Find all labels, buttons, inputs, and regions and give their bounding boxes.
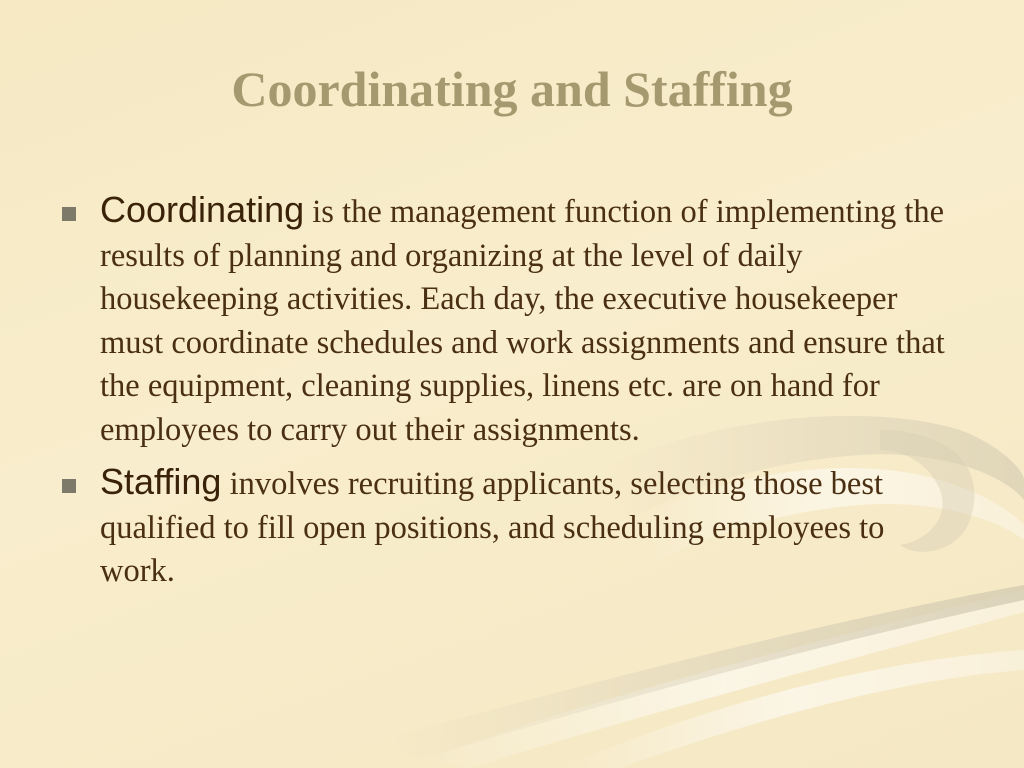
bullet-term: Staffing	[100, 461, 222, 502]
square-bullet-icon	[62, 207, 76, 221]
bullet-item-coordinating	[62, 188, 962, 452]
bullet-description: involves recruiting applicants, selecting those best qualified to fill open positions, and scheduling employees to work.	[100, 466, 885, 589]
bullet-item-staffing	[62, 460, 962, 594]
bullet-description: is the management function of implementing the results of planning and organizing at the level of daily housekeeping activities. Each day, the executive housekeeper must coordinate schedules and work assignments and ensure that the equipment, cleaning supplies, linens etc. are on hand for employees to carry out their assignments.	[100, 194, 945, 448]
bullet-text	[100, 188, 958, 452]
slide-title: Coordinating and Staffing	[231, 61, 793, 117]
square-bullet-icon	[62, 479, 76, 493]
bullet-text	[100, 460, 958, 594]
bullet-list	[62, 188, 962, 602]
bullet-term: Coordinating	[100, 189, 305, 230]
